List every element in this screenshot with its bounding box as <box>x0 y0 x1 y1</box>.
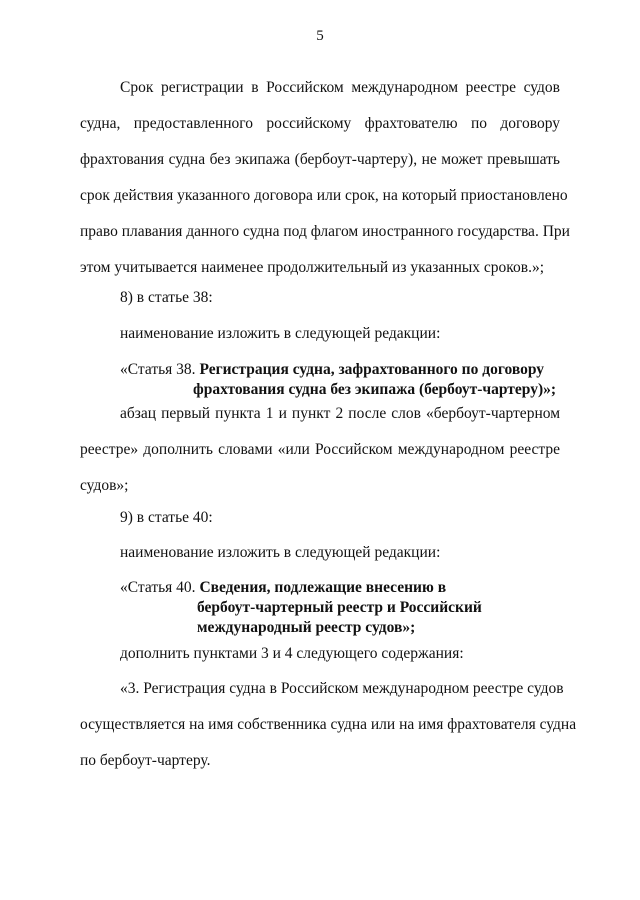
article-38-title-line1: Регистрация судна, зафрахтованного по договору <box>199 361 545 378</box>
text-line: абзац первый пункта 1 и пункт 2 после слов «бербоут-чартерном <box>120 405 560 422</box>
supplement-instruction: дополнить пунктами 3 и 4 следующего содержания: <box>120 645 464 662</box>
article-38-prefix: «Статья 38. <box>120 361 196 378</box>
text-line: фрахтования судна без экипажа (бербоут-чартеру), не может превышать <box>80 151 560 168</box>
name-instruction: наименование изложить в следующей редакции: <box>120 544 441 561</box>
item-8-label: 8) в статье 38: <box>120 289 213 306</box>
article-40-title-line2: бербоут-чартерный реестр и Российский <box>197 599 482 616</box>
text-line: право плавания данного судна под флагом иностранного государства. При <box>80 223 570 240</box>
article-40-heading <box>120 578 482 638</box>
text-line: Срок регистрации в Российском международном реестре судов <box>120 79 560 96</box>
text-line: этом учитывается наименее продолжительный из указанных сроков.»; <box>80 259 545 276</box>
paragraph-amendment <box>80 396 560 504</box>
text-line: судов»; <box>80 477 129 494</box>
article-38-heading <box>120 360 556 400</box>
paragraph-point-3 <box>80 671 577 779</box>
paragraph-registration-term <box>80 70 570 286</box>
article-38-title-line2: фрахтования судна без экипажа (бербоут-чартеру)»; <box>193 381 557 398</box>
article-40-title-line3: международный реестр судов»; <box>197 619 416 636</box>
text-line: «3. Регистрация судна в Российском международном реестре судов <box>120 680 564 697</box>
article-40-title-line1: Сведения, подлежащие внесению в <box>199 579 447 596</box>
name-instruction: наименование изложить в следующей редакции: <box>120 325 441 342</box>
article-40-prefix: «Статья 40. <box>120 579 196 596</box>
text-line: осуществляется на имя собственника судна или на имя фрахтователя судна <box>80 716 577 733</box>
text-line: по бербоут-чартеру. <box>80 752 211 769</box>
text-line: реестре» дополнить словами «или Российском международном реестре <box>80 441 560 458</box>
text-line: судна, предоставленного российскому фрахтователю по договору <box>80 115 560 132</box>
page-number: 5 <box>316 28 324 44</box>
text-line: срок действия указанного договора или срок, на который приостановлено <box>80 187 568 204</box>
item-9-label: 9) в статье 40: <box>120 509 213 526</box>
